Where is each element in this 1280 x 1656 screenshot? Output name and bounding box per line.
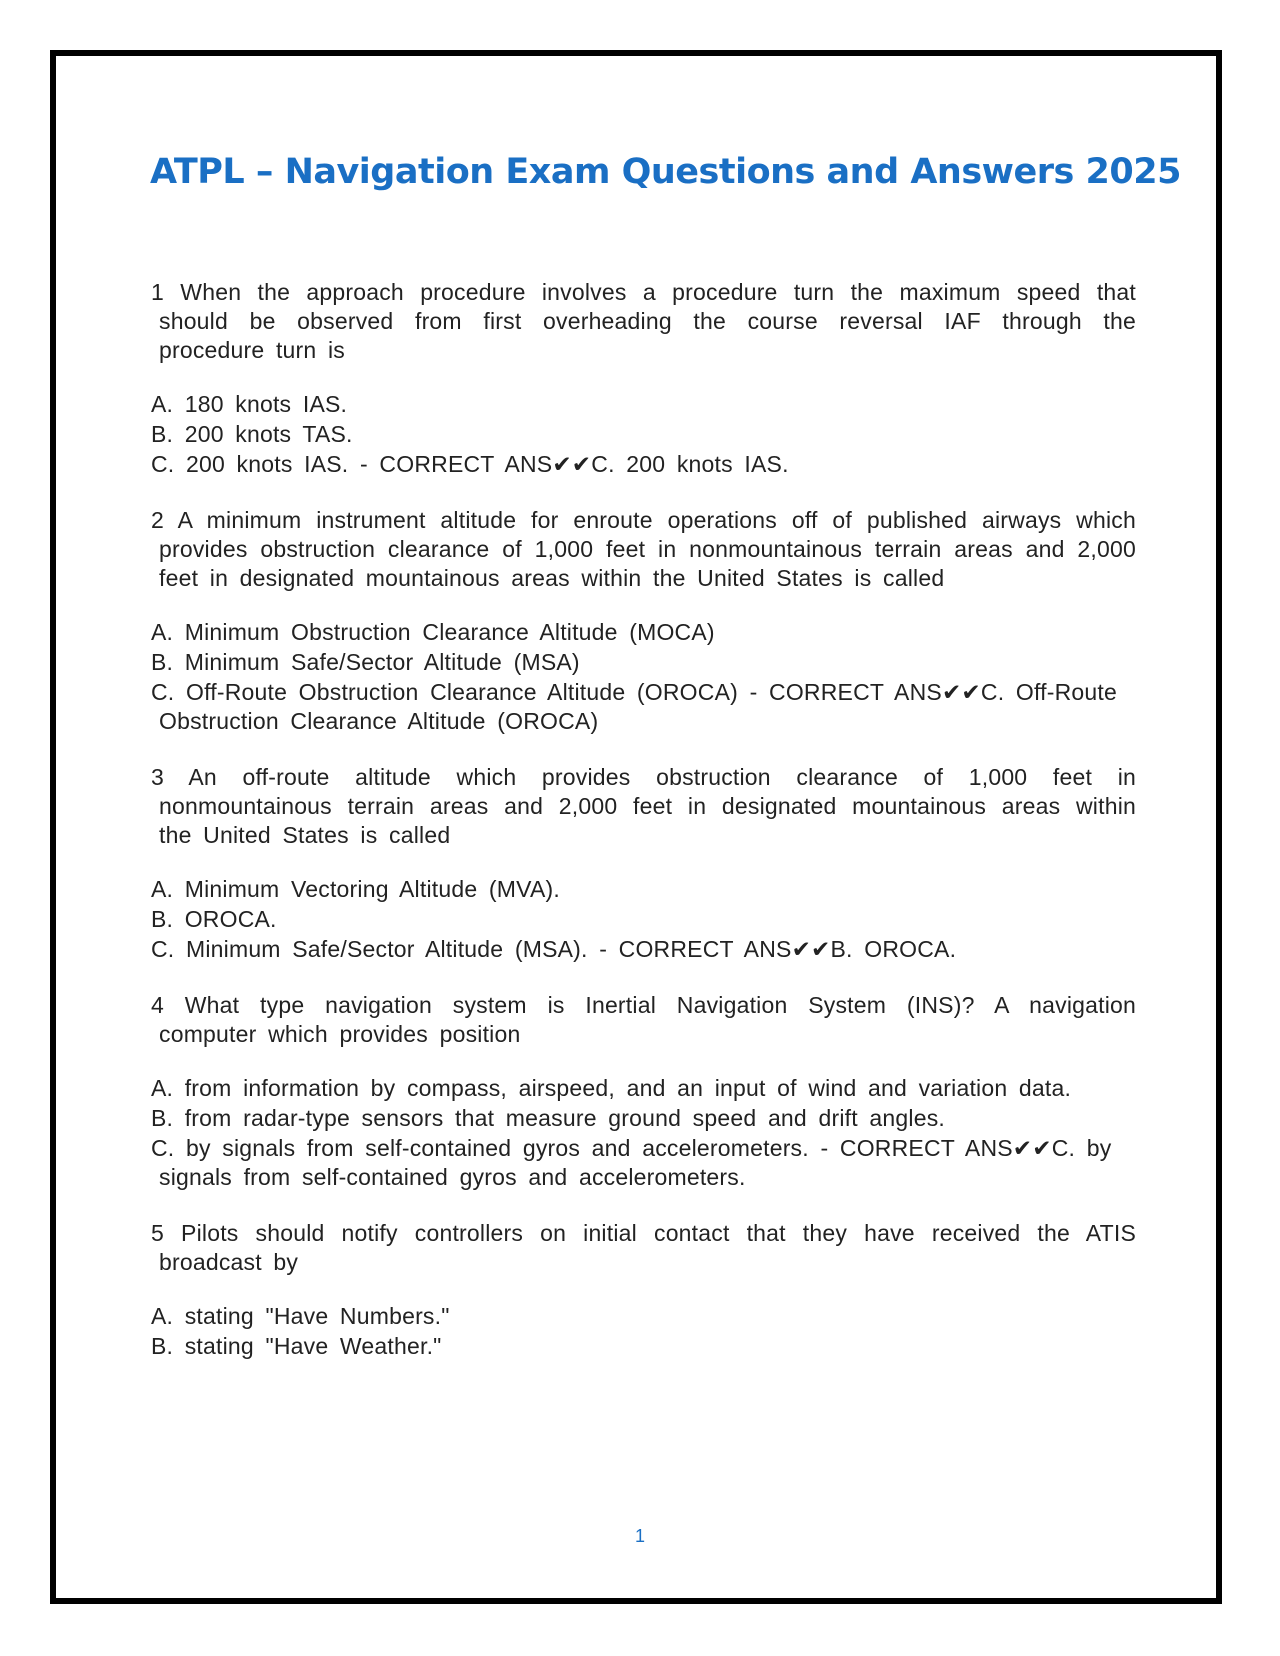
answer-option-c: C. 200 knots IAS. - CORRECT ANS✔✔C. 200 knots IAS. — [151, 451, 789, 477]
answer-options — [151, 618, 1136, 736]
page-number: 1 — [634, 1526, 645, 1546]
question-block — [151, 278, 1136, 479]
question-text: 2 A minimum instrument altitude for enroute operations off of published airways which provides obstruction clearance of 1,000 feet in nonmountainous terrain areas and 2,000 feet in designated mountainous areas within the United States is called — [151, 507, 1136, 591]
answer-option-a: A. 180 knots IAS. — [151, 391, 348, 417]
answer-option-a: A. Minimum Obstruction Clearance Altitude (MOCA) — [151, 619, 715, 645]
answer-option-c: C. Minimum Safe/Sector Altitude (MSA). - CORRECT ANS✔✔B. OROCA. — [151, 936, 957, 962]
answer-options — [151, 1074, 1136, 1192]
answer-options — [151, 875, 1136, 964]
question-block — [151, 506, 1136, 736]
question-text: 1 When the approach procedure involves a procedure turn the maximum speed that should be observed from first overheading the course reversal IAF through the procedure turn is — [151, 279, 1136, 363]
answer-option-a: A. from information by compass, airspeed, and an input of wind and variation data. — [151, 1075, 1072, 1101]
answer-option-a: A. stating "Have Numbers." — [151, 1303, 450, 1329]
answer-option-a: A. Minimum Vectoring Altitude (MVA). — [151, 876, 560, 902]
question-text: 5 Pilots should notify controllers on initial contact that they have received the ATIS broadcast by — [151, 1220, 1136, 1275]
answer-option-b: B. OROCA. — [151, 906, 277, 932]
answer-option-b: B. stating "Have Weather." — [151, 1333, 442, 1359]
answer-options — [151, 1302, 1136, 1361]
question-block — [151, 763, 1136, 964]
document-title: ATPL – Navigation Exam Questions and Answers 2025 — [150, 152, 1181, 192]
answer-option-b: B. Minimum Safe/Sector Altitude (MSA) — [151, 649, 580, 675]
answer-option-c: C. by signals from self-contained gyros and accelerometers. - CORRECT ANS✔✔C. by signals from self-contained gyros and accelerometers. — [151, 1135, 1112, 1190]
answer-option-b: B. from radar-type sensors that measure ground speed and drift angles. — [151, 1105, 946, 1131]
question-list — [151, 278, 1136, 1362]
answer-options — [151, 390, 1136, 479]
answer-option-c: C. Off-Route Obstruction Clearance Altitude (OROCA) - CORRECT ANS✔✔C. Off-Route Obstruction Clearance Altitude (OROCA) — [151, 679, 1117, 734]
answer-option-b: B. 200 knots TAS. — [151, 421, 353, 447]
question-text: 4 What type navigation system is Inertial Navigation System (INS)? A navigation computer which provides position — [151, 992, 1136, 1047]
question-block — [151, 991, 1136, 1192]
question-block — [151, 1219, 1136, 1361]
question-text: 3 An off-route altitude which provides obstruction clearance of 1,000 feet in nonmountainous terrain areas and 2,000 feet in designated mountainous areas within the United States is called — [151, 764, 1136, 848]
